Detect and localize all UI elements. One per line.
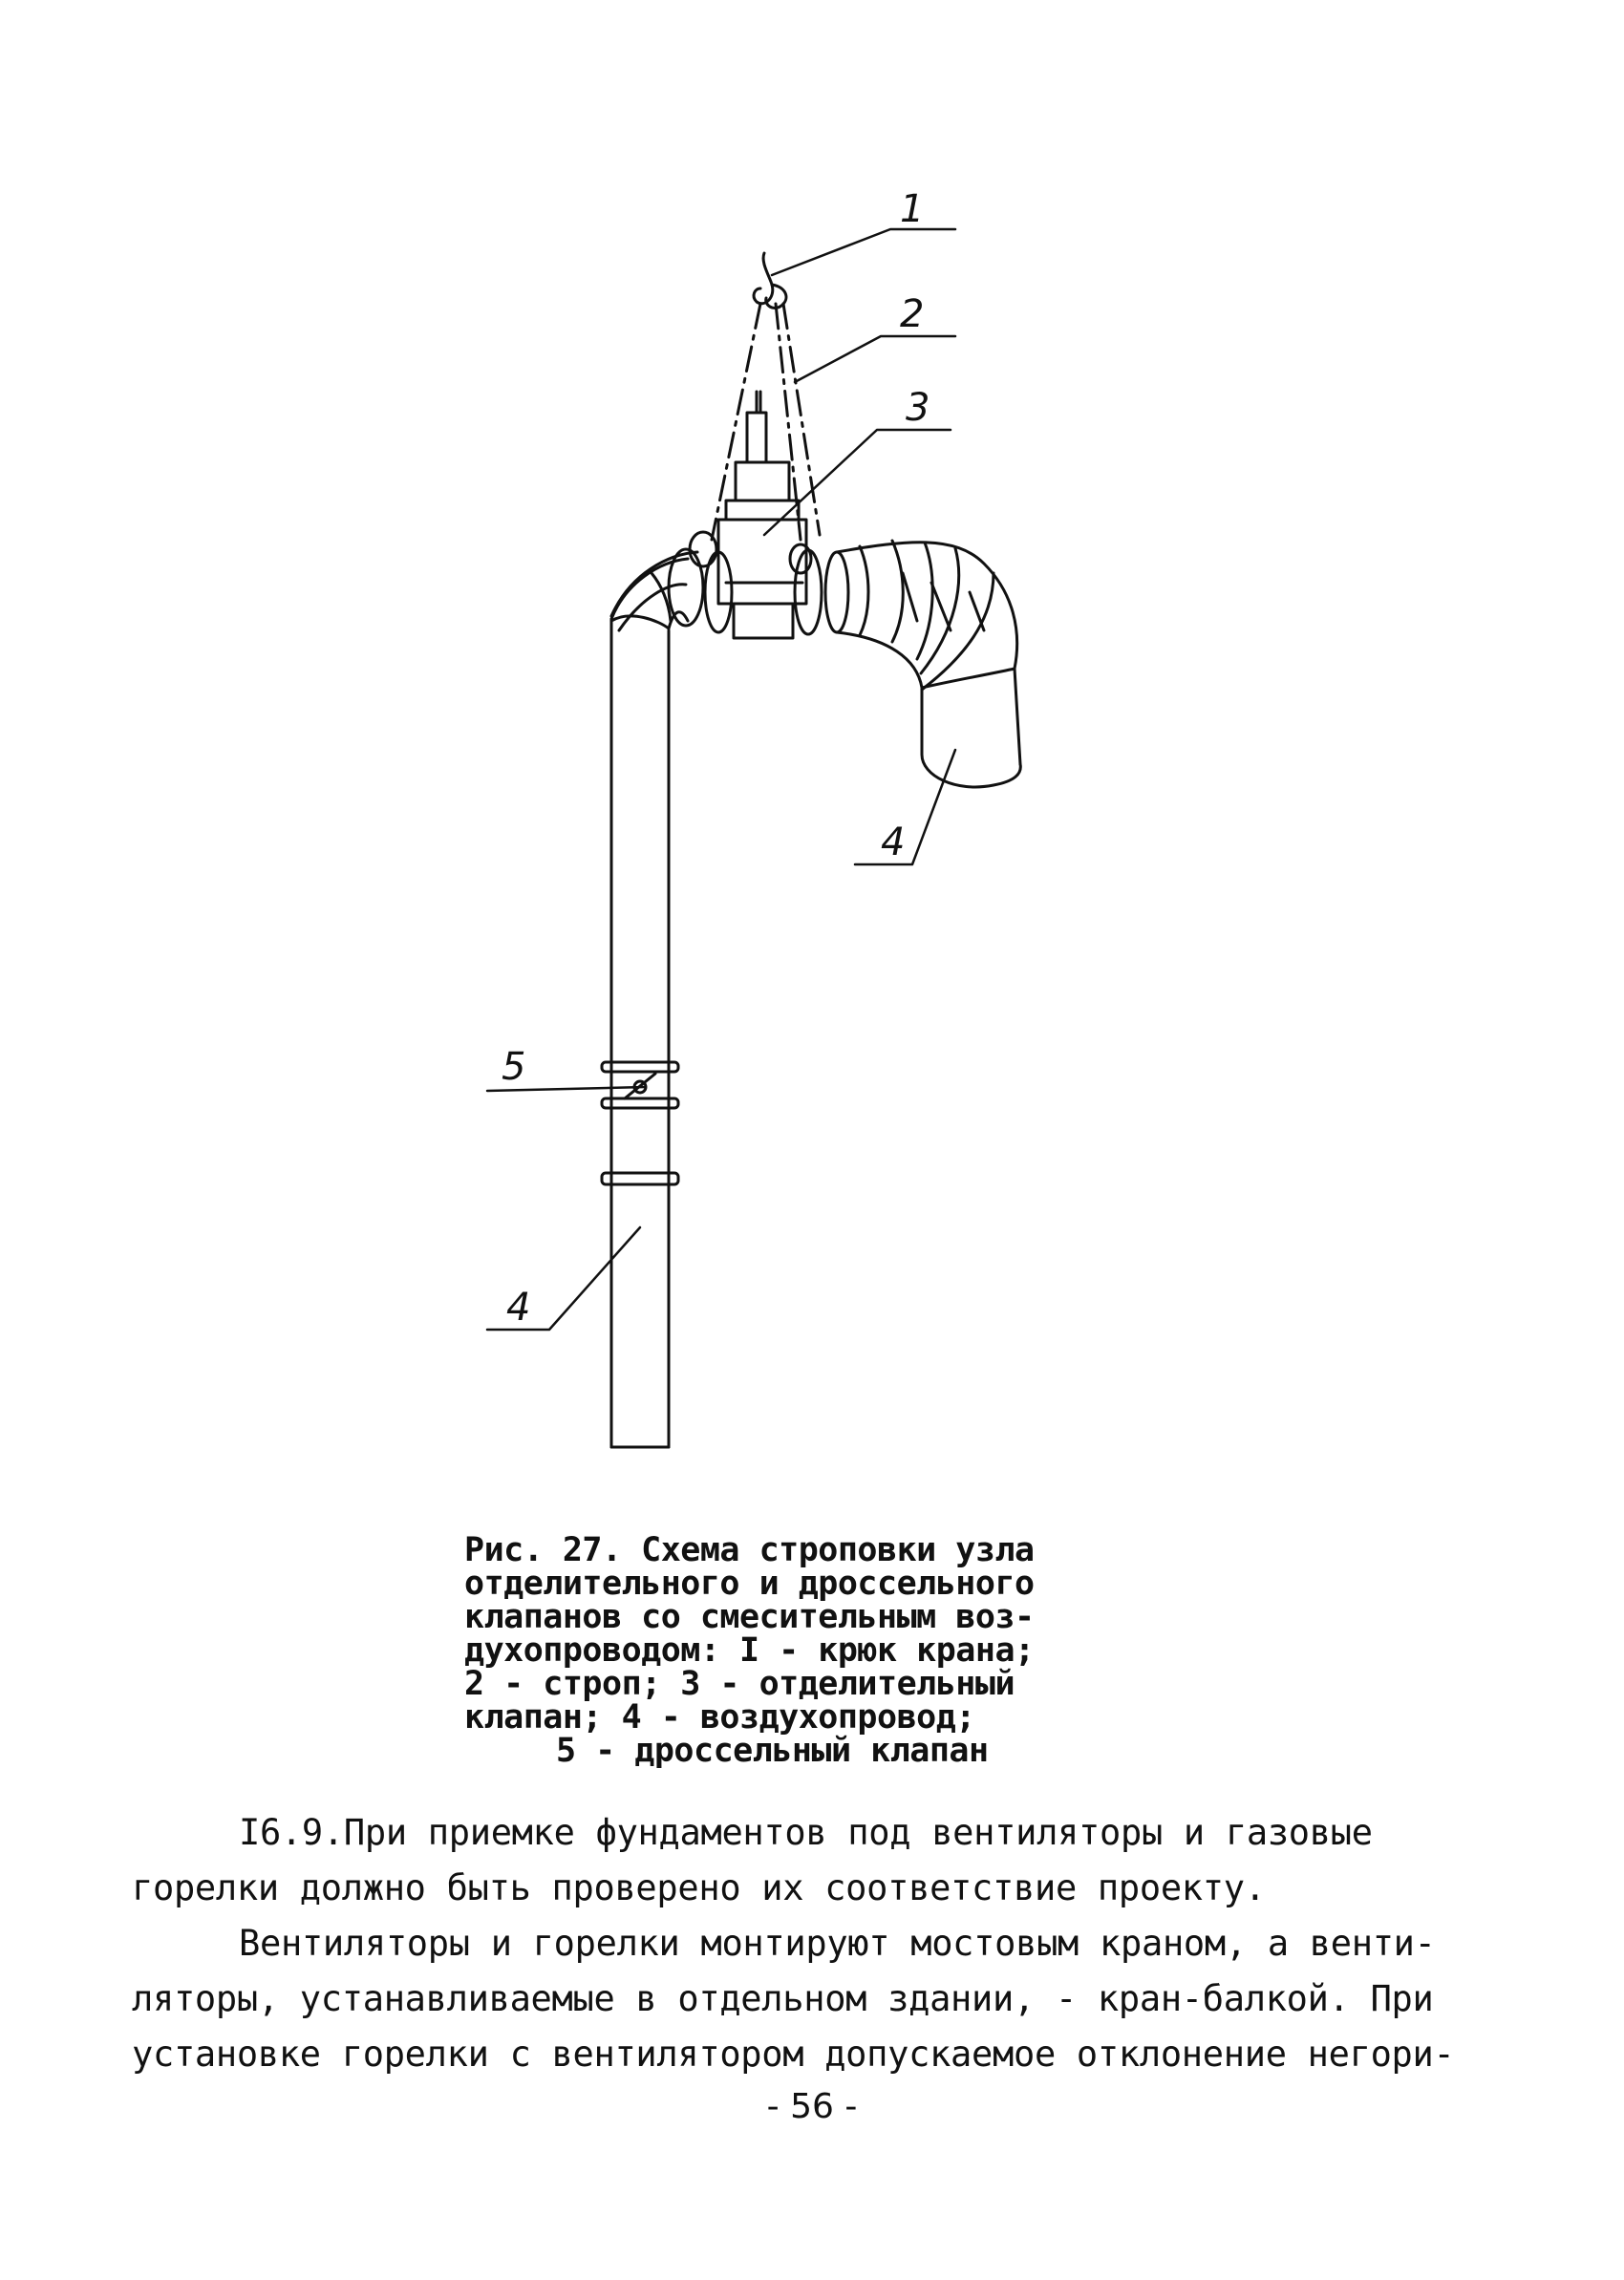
paragraph-line: ляторы, устанавливаемые в отдельном здании, - кран-балкой. При [132,1978,1434,2019]
callout-2: 2 [900,292,925,336]
paragraph-line: установке горелки с вентилятором допускаемое отклонение негори- [132,2034,1455,2075]
duct-elbow-right [837,541,1020,787]
damper-rings [602,1062,678,1184]
callout-4-elbow: 4 [881,820,906,864]
caption-line: Рис. 27. Схема строповки узла [464,1531,1035,1569]
flange-right [795,550,848,634]
paragraph-line: Вентиляторы и горелки монтируют мостовым краном, а венти- [239,1923,1436,1964]
duct-vertical [611,619,669,1447]
page-number: - 56 - [766,2087,858,2126]
caption-line: духопроводом: I - крюк крана; [464,1631,1035,1670]
leader-lines [487,229,955,1330]
caption-line: клапанов со смесительным воз- [464,1598,1035,1636]
callout-3: 3 [906,386,930,430]
paragraph-line: горелки должно быть проверено их соответствие проекту. [132,1867,1266,1908]
shackle-left [690,532,716,566]
crane-hook [754,253,786,308]
body-text [132,1805,1469,2082]
callout-4-pipe: 4 [506,1286,531,1330]
callout-5: 5 [502,1045,526,1089]
caption-line: 2 - строп; 3 - отделительный [464,1665,1015,1703]
caption-line: клапан; 4 - воздухопровод; [464,1698,975,1737]
caption-line: 5 - дроссельный клапан [556,1732,989,1770]
caption-line: отделительного и дроссельного [464,1565,1035,1603]
figure-caption [464,1531,1095,1770]
paragraph-line: I6.9.При приемке фундаментов под вентиляторы и газовые [239,1812,1373,1853]
callout-1: 1 [900,187,925,231]
